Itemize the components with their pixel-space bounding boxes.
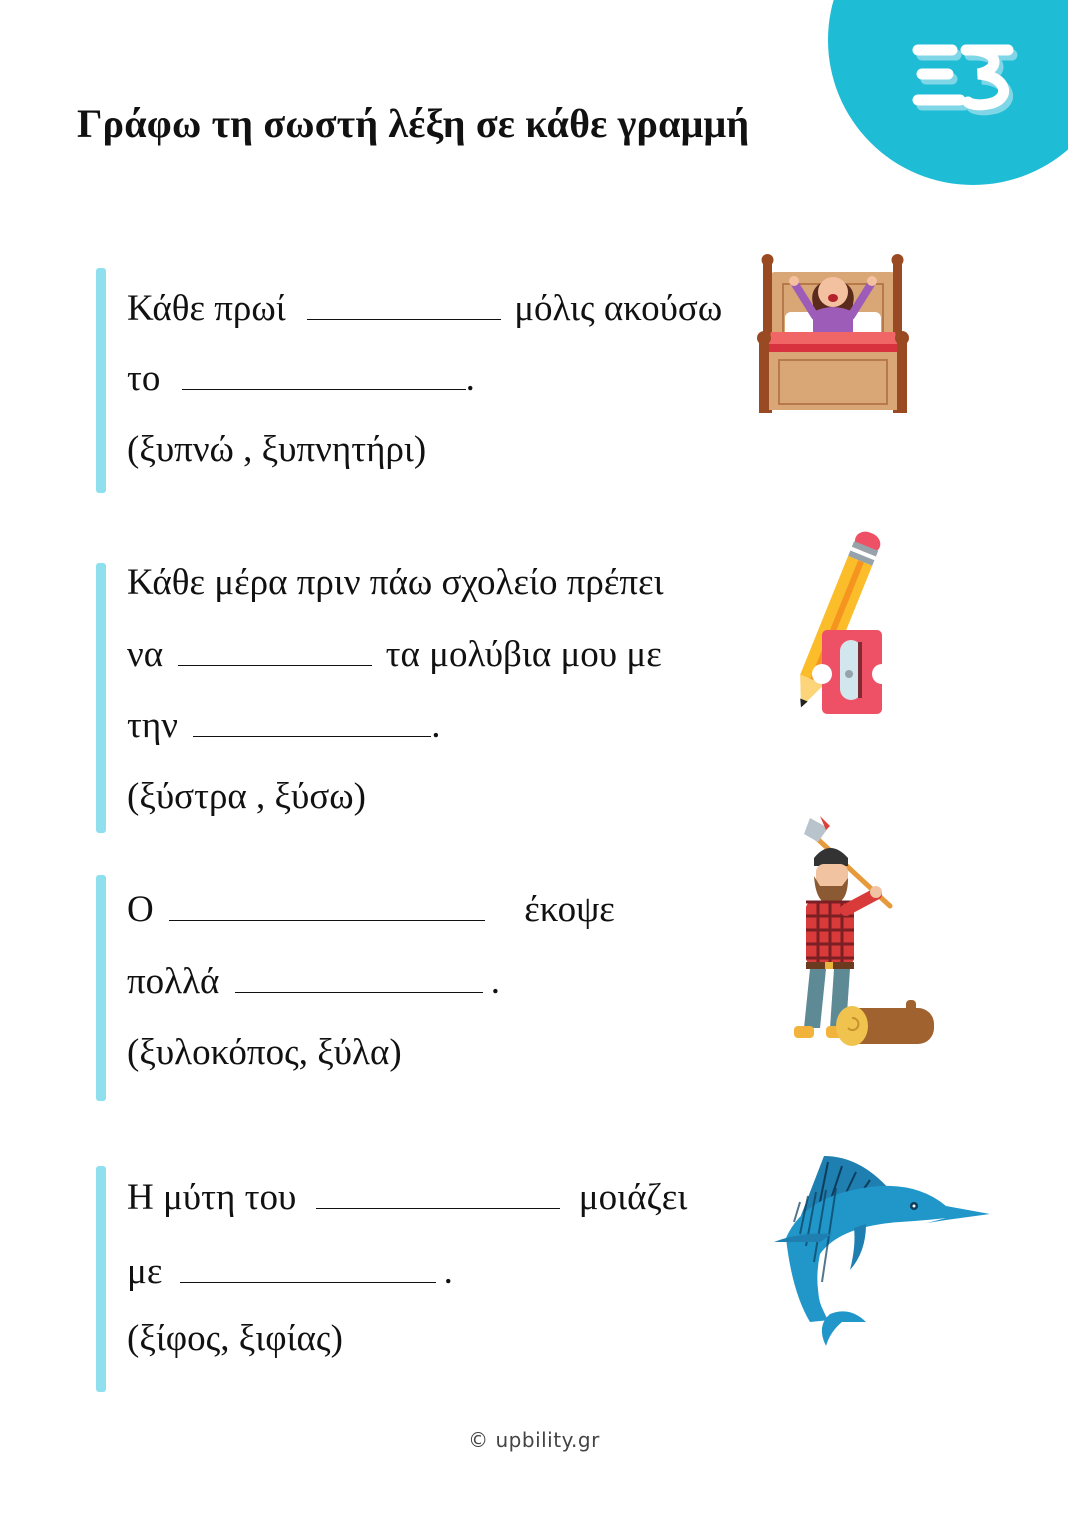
answer-blank[interactable] <box>178 635 372 666</box>
sentence-text: . <box>490 961 500 1002</box>
answer-blank[interactable] <box>307 289 501 320</box>
girl-waking-up-in-bed-icon <box>755 252 911 416</box>
exercise-2-word-choices: (ξύστρα , ξύσω) <box>127 776 366 817</box>
sentence-text: . <box>443 1251 453 1292</box>
answer-blank[interactable] <box>169 890 485 921</box>
exercise-3-word-choices: (ξυλοκόπος, ξύλα) <box>127 1032 402 1073</box>
answer-blank[interactable] <box>182 359 466 390</box>
sentence-text: το <box>127 358 161 399</box>
answer-blank[interactable] <box>235 962 483 993</box>
page-title: Γράφω τη σωστή λέξη σε κάθε γραμμή <box>77 101 750 146</box>
sentence-text: . <box>431 705 441 746</box>
exercise-3-accent-bar <box>96 875 106 1101</box>
answer-blank[interactable] <box>193 706 431 737</box>
exercise-2-line-3 <box>127 704 440 748</box>
exercise-1-line-2 <box>127 357 475 401</box>
xi-letters-logo-icon <box>908 38 1028 128</box>
answer-blank[interactable] <box>180 1252 436 1283</box>
sentence-text: την <box>127 705 178 746</box>
sentence-text: . <box>465 358 475 399</box>
exercise-2-line-2 <box>127 633 662 677</box>
exercise-3-line-1 <box>127 888 615 932</box>
exercise-3-line-2 <box>127 960 500 1004</box>
exercise-1-word-choices: (ξυπνώ , ξυπνητήρι) <box>127 429 427 470</box>
swordfish-icon <box>770 1142 994 1352</box>
lumberjack-chopping-wood-icon <box>790 812 940 1048</box>
sentence-text: έκοψε <box>524 889 615 930</box>
sentence-text: Κάθε πρωί <box>127 288 286 329</box>
exercise-4-accent-bar <box>96 1166 106 1392</box>
sentence-text: με <box>127 1251 163 1292</box>
exercise-1-accent-bar <box>96 268 106 493</box>
copyright-footer: © upbility.gr <box>468 1428 600 1452</box>
sentence-text: τα μολύβια μου με <box>385 634 662 675</box>
exercise-1-line-1 <box>127 287 722 331</box>
pencil-and-sharpener-icon <box>780 518 890 718</box>
sentence-text: μοιάζει <box>578 1177 688 1218</box>
exercise-4-word-choices: (ξίφος, ξιφίας) <box>127 1318 343 1359</box>
exercise-4-line-2 <box>127 1250 453 1294</box>
sentence-text: πολλά <box>127 961 220 1002</box>
sentence-text: να <box>127 634 164 675</box>
exercise-2-line-1: Κάθε μέρα πριν πάω σχολείο πρέπει <box>127 562 664 603</box>
sentence-text: μόλις ακούσω <box>514 288 723 329</box>
exercise-4-line-1 <box>127 1176 687 1220</box>
sentence-text: Ο <box>127 889 154 930</box>
sentence-text: Η μύτη του <box>127 1177 297 1218</box>
exercise-2-accent-bar <box>96 563 106 833</box>
answer-blank[interactable] <box>316 1178 560 1209</box>
